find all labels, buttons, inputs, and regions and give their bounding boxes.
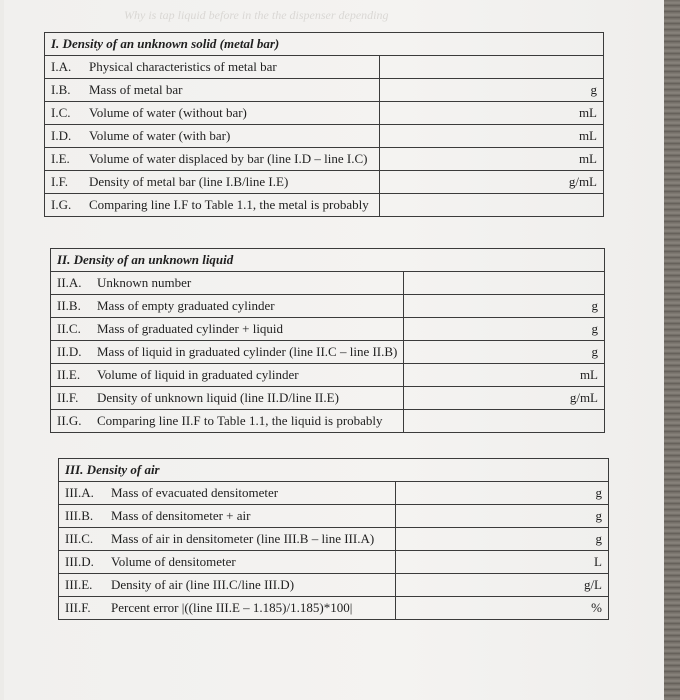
line-code: I.A. bbox=[51, 59, 72, 74]
answer-cell[interactable]: g bbox=[404, 341, 605, 364]
answer-cell[interactable]: g/L bbox=[396, 574, 609, 597]
section-1-title: I. Density of an unknown solid (metal bar) bbox=[45, 33, 604, 56]
answer-cell[interactable]: g bbox=[396, 505, 609, 528]
table-row bbox=[51, 272, 605, 295]
line-code: III.C. bbox=[65, 531, 94, 546]
line-text: Unknown number bbox=[97, 275, 192, 290]
section-3-title-row bbox=[59, 459, 609, 482]
line-code: III.F. bbox=[65, 600, 91, 615]
table-row bbox=[45, 56, 604, 79]
section-2-table bbox=[50, 248, 605, 433]
answer-cell[interactable]: g bbox=[396, 482, 609, 505]
answer-cell[interactable]: g bbox=[404, 295, 605, 318]
line-code: I.C. bbox=[51, 105, 71, 120]
answer-cell[interactable]: L bbox=[396, 551, 609, 574]
line-code: II.E. bbox=[57, 367, 81, 382]
line-text: Percent error |((line III.E – 1.185)/1.185)*100| bbox=[111, 600, 353, 615]
line-text: Mass of air in densitometer (line III.B – line III.A) bbox=[111, 531, 375, 546]
section-1-table bbox=[44, 32, 604, 217]
line-code: II.C. bbox=[57, 321, 81, 336]
line-code: II.G. bbox=[57, 413, 82, 428]
table-row bbox=[51, 341, 605, 364]
line-code: II.A. bbox=[57, 275, 82, 290]
line-text: Comparing line I.F to Table 1.1, the metal is probably bbox=[89, 197, 369, 212]
table-row bbox=[59, 505, 609, 528]
page-edge-shadow bbox=[664, 0, 680, 700]
table-row bbox=[51, 410, 605, 433]
answer-cell[interactable]: mL bbox=[380, 125, 604, 148]
section-1-title-row bbox=[45, 33, 604, 56]
line-text: Mass of liquid in graduated cylinder (line II.C – line II.B) bbox=[97, 344, 398, 359]
line-text: Comparing line II.F to Table 1.1, the liquid is probably bbox=[97, 413, 383, 428]
bleed-through-text: Why is tap liquid before in the the dispenser depending bbox=[124, 8, 389, 22]
answer-cell[interactable] bbox=[380, 194, 604, 217]
answer-cell[interactable]: g/mL bbox=[380, 171, 604, 194]
answer-cell[interactable]: g bbox=[380, 79, 604, 102]
line-text: Volume of densitometer bbox=[111, 554, 236, 569]
table-row bbox=[59, 551, 609, 574]
line-text: Mass of empty graduated cylinder bbox=[97, 298, 275, 313]
line-text: Mass of graduated cylinder + liquid bbox=[97, 321, 284, 336]
line-text: Mass of densitometer + air bbox=[111, 508, 251, 523]
line-code: II.D. bbox=[57, 344, 82, 359]
line-code: I.E. bbox=[51, 151, 70, 166]
table-row bbox=[45, 125, 604, 148]
answer-cell[interactable] bbox=[404, 272, 605, 295]
answer-cell[interactable]: mL bbox=[404, 364, 605, 387]
line-text: Volume of water (without bar) bbox=[89, 105, 247, 120]
answer-cell[interactable]: g/mL bbox=[404, 387, 605, 410]
line-code: III.D. bbox=[65, 554, 94, 569]
answer-cell[interactable] bbox=[380, 56, 604, 79]
line-text: Density of metal bar (line I.B/line I.E) bbox=[89, 174, 289, 189]
table-row bbox=[51, 364, 605, 387]
answer-cell[interactable]: g bbox=[396, 528, 609, 551]
answer-cell[interactable]: mL bbox=[380, 148, 604, 171]
line-text: Volume of liquid in graduated cylinder bbox=[97, 367, 299, 382]
line-code: I.B. bbox=[51, 82, 71, 97]
table-row bbox=[59, 574, 609, 597]
table-row bbox=[45, 148, 604, 171]
line-code: II.B. bbox=[57, 298, 81, 313]
section-3-title: III. Density of air bbox=[59, 459, 609, 482]
answer-cell[interactable]: mL bbox=[380, 102, 604, 125]
answer-cell[interactable]: g bbox=[404, 318, 605, 341]
table-row bbox=[59, 482, 609, 505]
line-text: Mass of metal bar bbox=[89, 82, 183, 97]
line-text: Density of unknown liquid (line II.D/line II.E) bbox=[97, 390, 339, 405]
table-row bbox=[59, 597, 609, 620]
line-text: Density of air (line III.C/line III.D) bbox=[111, 577, 295, 592]
section-2-title-row bbox=[51, 249, 605, 272]
line-code: I.G. bbox=[51, 197, 72, 212]
table-row bbox=[51, 387, 605, 410]
line-text: Physical characteristics of metal bar bbox=[89, 59, 277, 74]
table-row bbox=[45, 79, 604, 102]
line-text: Volume of water displaced by bar (line I.D – line I.C) bbox=[89, 151, 368, 166]
answer-cell[interactable] bbox=[404, 410, 605, 433]
table-row bbox=[45, 171, 604, 194]
worksheet-page bbox=[4, 0, 664, 700]
table-row bbox=[51, 318, 605, 341]
line-code: II.F. bbox=[57, 390, 79, 405]
line-code: III.B. bbox=[65, 508, 94, 523]
answer-cell[interactable]: % bbox=[396, 597, 609, 620]
line-code: I.F. bbox=[51, 174, 69, 189]
table-row bbox=[45, 194, 604, 217]
line-code: III.E. bbox=[65, 577, 93, 592]
table-row bbox=[45, 102, 604, 125]
line-text: Mass of evacuated densitometer bbox=[111, 485, 279, 500]
line-code: III.A. bbox=[65, 485, 94, 500]
section-3-table bbox=[58, 458, 609, 620]
section-2-title: II. Density of an unknown liquid bbox=[51, 249, 605, 272]
line-text: Volume of water (with bar) bbox=[89, 128, 231, 143]
table-row bbox=[59, 528, 609, 551]
table-row bbox=[51, 295, 605, 318]
line-code: I.D. bbox=[51, 128, 72, 143]
